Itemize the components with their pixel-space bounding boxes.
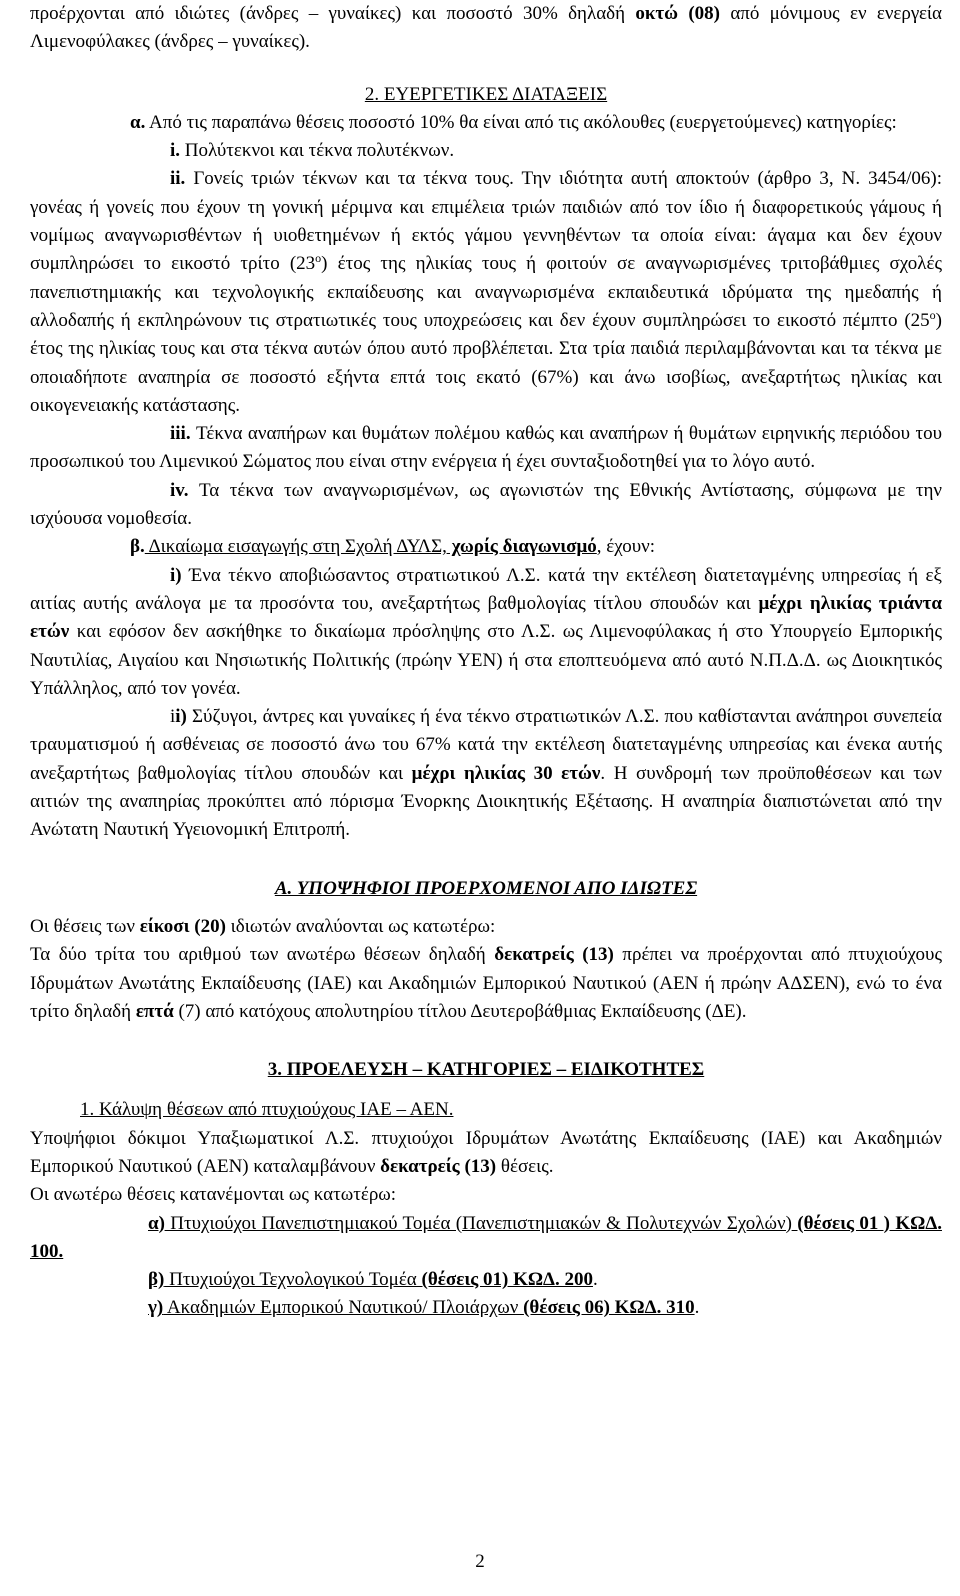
item-iii: iii. Τέκνα αναπήρων και θυμάτων πολέμου καθώς και αναπήρων ή θυμάτων ειρηνικής περιόδου του προσωπικού του Λιμενικού Σώματος που είναι στην ενέργεια ή έχει συνταξιοδοτηθεί για το λόγο αυτό. [30, 423, 942, 473]
spacer [30, 57, 942, 81]
paragraph-3a: Υποψήφιοι δόκιμοι Υπαξιωματικοί Λ.Σ. πτυχιούχοι Ιδρυμάτων Ανωτάτης Εκπαίδευσης (ΙΑΕ) και Ακαδημιών Εμπορικού Ναυτικού (ΑΕΝ) καταλαμβάνουν δεκατρείς (13) θέσεις. [30, 1127, 942, 1177]
paragraph-a2: Τα δύο τρίτα του αριθμού των ανωτέρω θέσεων δηλαδή δεκατρείς (13) πρέπει να προέρχονται από πτυχιούχους Ιδρυμάτων Ανωτάτης Εκπαίδευσης (ΙΑΕ) και Ακαδημιών Εμπορικού Ναυτικού (ΑΕΝ ή πρώην ΑΔΣΕΝ), ενώ το ένα τρίτο δηλαδή επτά (7) από κατόχους απολυτηρίου τίτλου Δευτεροβάθμιας Εκπαίδευσης (ΔΕ). [30, 944, 942, 1022]
section-heading-a: Α. ΥΠΟΨΗΦΙΟΙ ΠΡΟΕΡΧΟΜΕΝΟΙ ΑΠΟ ΙΔΙΩΤΕΣ [274, 877, 698, 899]
beta-item-ii: ii) Σύζυγοι, άντρες και γυναίκες ή ένα τέκνο στρατιωτικών Λ.Σ. που καθίστανται ανάπηροι συνεπεία τραυματισμού ή ασθένειας σε ποσοστό άνω του 67% κατά την εκτέλεση διατεταγμένης υπηρεσίας και ένεκα αυτής ανεξαρτήτως βαθμολογίας τίτλου σπουδών και μέχρι ηλικίας 30 ετών. Η συνδρομή των προϋποθέσεων και των αιτιών της αναπηρίας προκύπτει από πόρισμα Ένορκης Διοικητικής Εξέτασης. Η αναπηρία διαπιστώνεται από την Ανώτατη Ναυτική Υγειονομική Επιτροπή. [30, 706, 942, 841]
spacer [30, 1026, 942, 1056]
spacer [30, 1084, 942, 1096]
item-ii: ii. Γονείς τριών τέκνων και τα τέκνα τους. Την ιδιότητα αυτή αποκτούν (άρθρο 3, Ν. 3454/06): γονέας ή γονείς που έχουν τη γονική μέριμνα και επιμέλεια τριών παιδιών από τον ίδιο ή διαφορετικούς γάμους ή νομίμως αναγνωρισθέντων ή υιοθετημένων ή εκτός γάμου γεννηθέντων τα οποία είναι: άγαμα και δεν έχουν συμπληρώσει το εικοστό τρίτο $(23^o)$ έτος της ηλικίας τους ή φοιτούν σε αναγνωρισμένες τριτοβάθμιες σχολές πανεπιστημιακής και τεχνολογικής εκπαίδευσης και αναγνωρισμένα εκπαιδευτικά ιδρύματα της ημεδαπής ή αλλοδαπής ή εκπληρώνουν τις στρατιωτικές τους υποχρεώσεις και δεν έχουν συμπληρώσει το εικοστό πέμπτο $(25^o)$ έτος της ηλικίας τους και στα τέκνα αυτών όπου αυτό προβλέπεται. Στα τρία παιδιά περιλαμβάνονται και τα τέκνα με οποιαδήποτε αναπηρία σε ποσοστό εξήντα επτά τοις εκατό (67%) και άνω ισοβίως, ανεξαρτήτως ηλικίας και οικογενειακής κατάστασης. [30, 168, 942, 416]
beta-item-i: i) Ένα τέκνο αποβιώσαντος στρατιωτικού Λ.Σ. κατά την εκτέλεση διατεταγμένης υπηρεσίας ή εξ αιτίας αυτής ανάλογα με τα προσόντα του, ανεξαρτήτως βαθμολογίας τίτλου σπουδών και μέχρι ηλικίας τριάντα ετών και εφόσον δεν ασκήθηκε το δικαίωμα πρόσληψης στο Λ.Σ. ως Λιμενοφύλακας ή στο Υπουργείο Εμπορικής Ναυτιλίας, Αιγαίου και Νησιωτικής Πολιτικής (πρώην ΥΕΝ) ή στα εποπτευόμενα από αυτό Ν.Π.Δ.Δ. ως Διοικητικός Υπάλληλος, από τον γονέα. [30, 564, 942, 699]
paragraph-intro: προέρχονται από ιδιώτες (άνδρες – γυναίκες) και ποσοστό 30% δηλαδή οκτώ (08) από μόνιμους εν ενεργεία Λιμενοφύλακες (άνδρες – γυναίκες). [30, 3, 942, 53]
item-i: i. Πολύτεκνοι και τέκνα πολυτέκνων. [170, 140, 455, 162]
subheading-1: 1. Κάλυψη θέσεων από πτυχιούχους ΙΑΕ – ΑΕΝ. [80, 1099, 454, 1121]
paragraph-a1: Οι θέσεις των είκοσι (20) ιδιωτών αναλύονται ως κατωτέρω: [30, 915, 496, 937]
spacer [30, 903, 942, 913]
section-heading-3: 3. ΠΡΟΕΛΕΥΣΗ – ΚΑΤΗΓΟΡΙΕΣ – ΕΙΔΙΚΟΤΗΤΕΣ [267, 1059, 705, 1081]
paragraph-beta: β. Δικαίωμα εισαγωγής στη Σχολή ΔΥΛΣ, χωρίς διαγωνισμό, έχουν: [130, 536, 656, 558]
spacer [30, 845, 942, 875]
list-item-a: α) Πτυχιούχοι Πανεπιστημιακού Τομέα (Πανεπιστημιακών & Πολυτεχνών Σχολών) (θέσεις 01 ) ΚΩΔ. 100. [30, 1212, 942, 1262]
list-item-b: β) Πτυχιούχοι Τεχνολογικού Τομέα (θέσεις 01) ΚΩΔ. 200. [148, 1269, 598, 1291]
paragraph-3b: Οι ανωτέρω θέσεις κατανέμονται ως κατωτέρω: [30, 1184, 397, 1206]
list-item-c: γ) Ακαδημιών Εμπορικού Ναυτικού/ Πλοιάρχων (θέσεις 06) ΚΩΔ. 310. [148, 1297, 700, 1319]
paragraph-alpha: α. Από τις παραπάνω θέσεις ποσοστό 10% θα είναι από τις ακόλουθες (ευεργετούμενες) κατηγορίες: [130, 111, 897, 133]
section-heading-2: 2. ΕΥΕΡΓΕΤΙΚΕΣ ΔΙΑΤΑΞΕΙΣ [364, 83, 608, 105]
item-iv: iv. Τα τέκνα των αναγνωρισμένων, ως αγωνιστών της Εθνικής Αντίστασης, σύμφωνα με την ισχύουσα νομοθεσία. [30, 479, 942, 530]
page-number: 2 [475, 1551, 485, 1572]
